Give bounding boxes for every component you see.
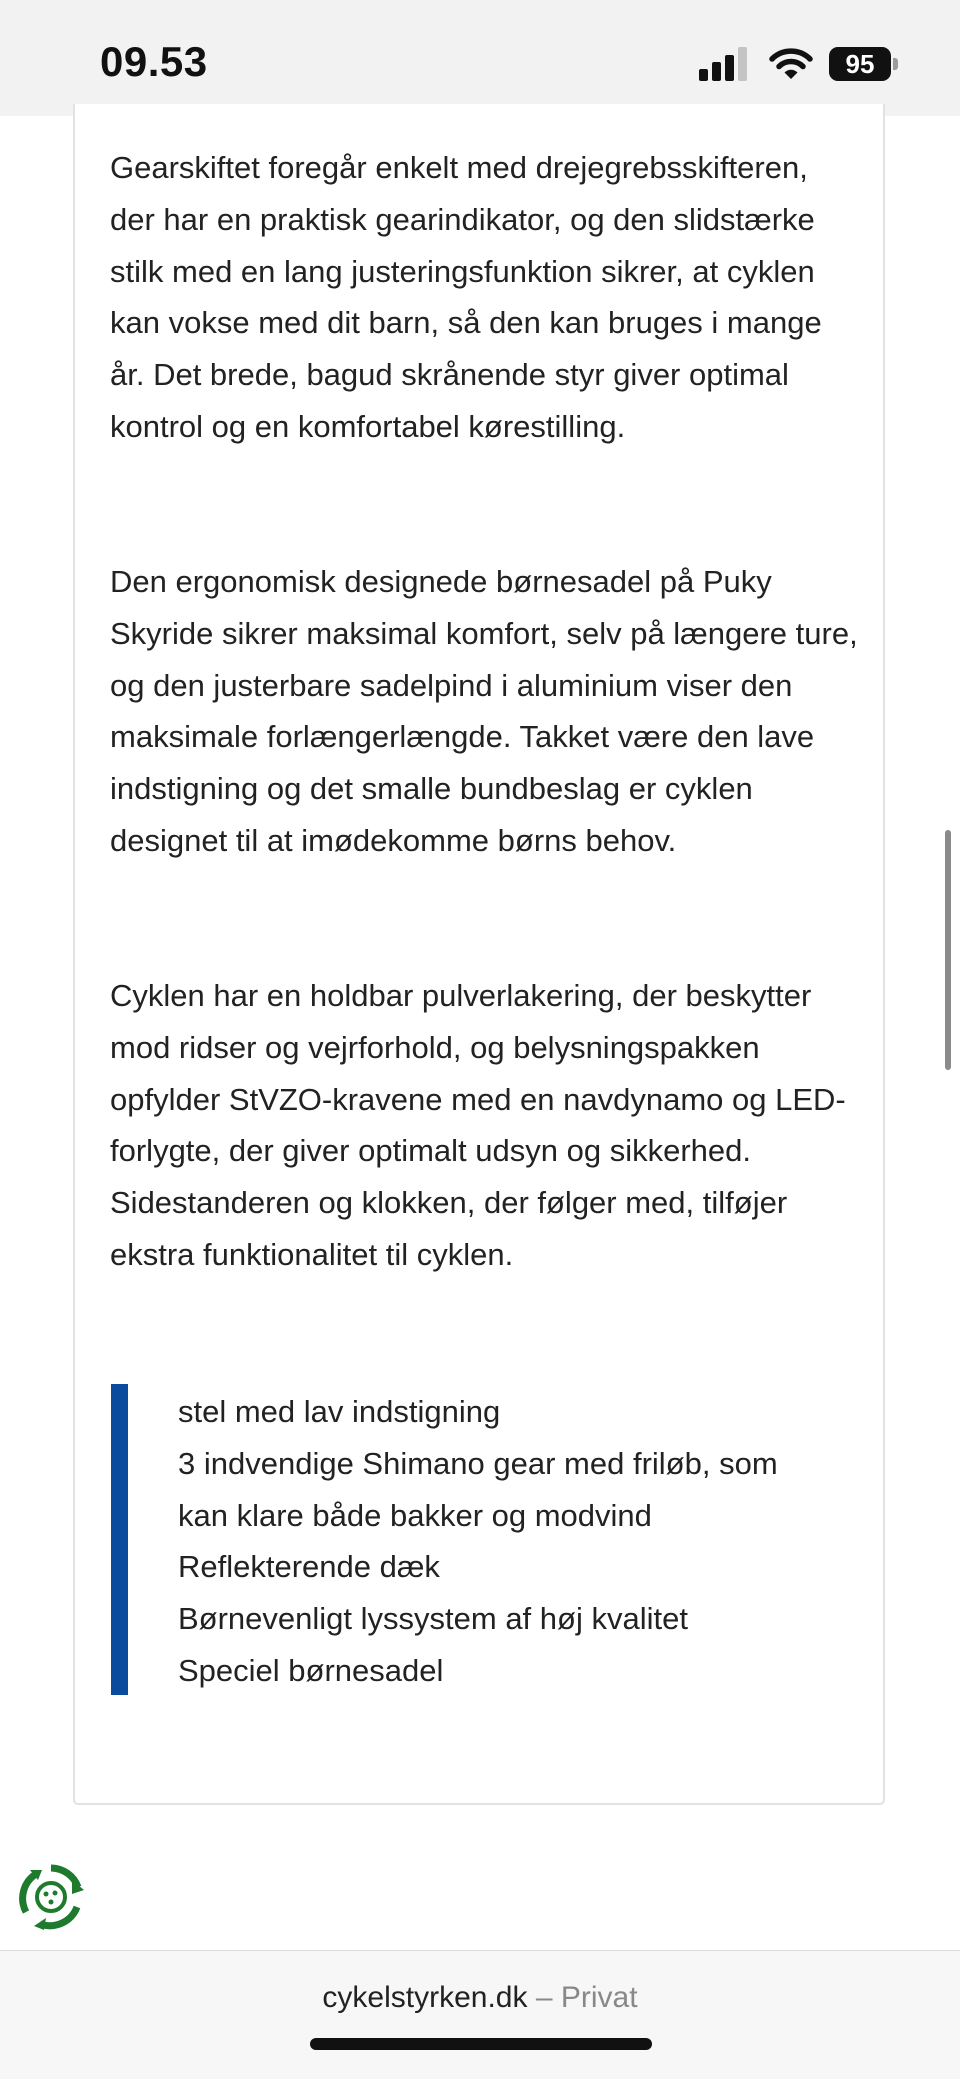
feature-item: Speciel børnesadel xyxy=(178,1652,444,1688)
battery-level: 95 xyxy=(829,47,891,81)
feature-list xyxy=(111,1384,811,1695)
url-line[interactable] xyxy=(0,1981,960,2015)
description-paragraph: Den ergonomisk designede børnesadel på Puky Skyride sikrer maksimal komfort, selv på længere ture, og den justerbare sadelpind i aluminium viser den maksimale forlængerlængde. Takket være den lave indstigning og det smalle bundbeslag er cyklen designet til at imødekomme børns behov. xyxy=(110,564,858,858)
battery-cap xyxy=(893,58,898,70)
url-domain: cykelstyrken.dk xyxy=(322,1981,528,2014)
wifi-icon xyxy=(769,47,813,81)
home-indicator[interactable] xyxy=(310,2038,652,2050)
scrollbar[interactable] xyxy=(945,830,951,1070)
recycle-badge-icon[interactable] xyxy=(16,1862,86,1932)
description-paragraph: Cyklen har en holdbar pulverlakering, der beskytter mod ridser og vejrforhold, og belysningspakken opfylder StVZO-kravene med en navdynamo og LED-forlygte, der giver optimalt udsyn og sikkerhed. Sidestanderen og klokken, der følger med, tilføjer ekstra funktionalitet til cyklen. xyxy=(110,978,846,1272)
url-separator: – xyxy=(535,1981,553,2014)
feature-item: Børnevenligt lyssystem af høj kvalitet xyxy=(178,1601,688,1637)
feature-item: stel med lav indstigning xyxy=(178,1394,501,1429)
description-paragraph: Gearskiftet foregår enkelt med drejegrebsskifteren, der har en praktisk gearindikator, og den slidstærke stilk med en lang justeringsfunktion sikrer, at cyklen kan vokse med dit barn, så den kan bruges i mange år. Det brede, bagud skrånende styr giver optimal kontrol og en komfortabel kørestilling. xyxy=(110,150,822,444)
status-icons xyxy=(699,44,898,84)
private-mode-label: Privat xyxy=(560,1981,638,2014)
status-bar xyxy=(0,0,960,116)
battery-icon xyxy=(829,47,898,81)
signal-icon xyxy=(699,47,749,81)
feature-item: 3 indvendige Shimano gear med friløb, som kan klare både bakker og modvind xyxy=(178,1445,778,1533)
status-time: 09.53 xyxy=(100,38,208,85)
browser-address-bar[interactable] xyxy=(0,1950,960,2079)
feature-item: Reflekterende dæk xyxy=(178,1549,440,1585)
